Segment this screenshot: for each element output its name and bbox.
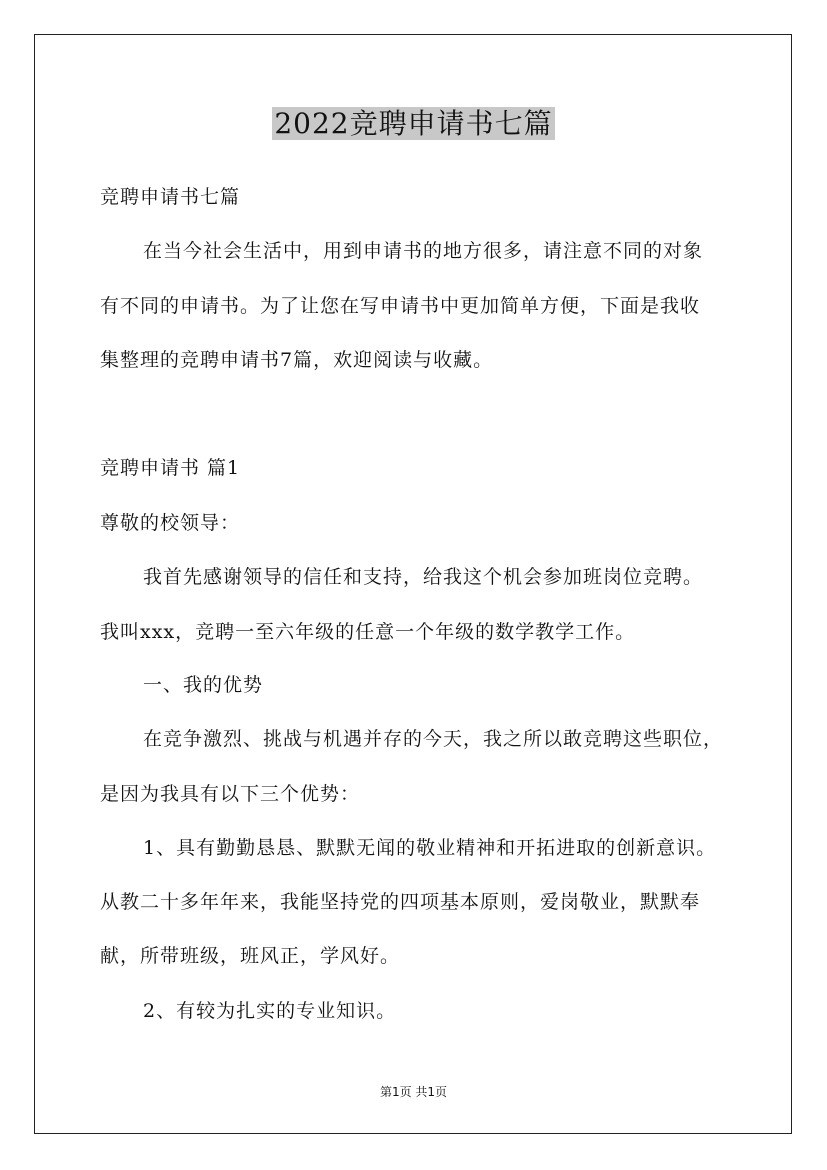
paragraph-line: 我首先感谢领导的信任和支持，给我这个机会参加班岗位竞聘。 [143, 566, 704, 588]
paragraph-line: 我叫xxx，竞聘一至六年级的任意一个年级的数学教学工作。 [100, 621, 636, 643]
salutation: 尊敬的校领导： [100, 512, 241, 534]
subheading: 一、我的优势 [143, 674, 264, 696]
paragraph-line: 有不同的申请书。为了让您在写申请书中更加简单方便，下面是我收 [100, 295, 701, 317]
paragraph-line: 1、具有勤勤恳恳、默默无闻的敬业精神和开拓进取的创新意识。 [143, 837, 717, 859]
paragraph-line: 集整理的竞聘申请书7篇，欢迎阅读与收藏。 [100, 349, 494, 371]
page-footer: 第1页 共1页 [379, 1085, 448, 1099]
document-title-wrap [0, 102, 827, 142]
section-heading: 竞聘申请书 篇1 [100, 457, 241, 479]
paragraph-line: 是因为我具有以下三个优势： [100, 783, 361, 805]
paragraph-line: 在竞争激烈、挑战与机遇并存的今天，我之所以敢竞聘这些职位， [143, 728, 724, 750]
document-title: 2022竞聘申请书七篇 [274, 107, 553, 140]
subtitle: 竞聘申请书七篇 [100, 186, 241, 208]
paragraph-line: 从教二十多年年来，我能坚持党的四项基本原则，爱岗敬业，默默奉 [100, 891, 701, 913]
paragraph-line: 2、有较为扎实的专业知识。 [143, 1000, 397, 1022]
paragraph-line: 献，所带班级，班风正，学风好。 [100, 945, 401, 967]
paragraph-line: 在当今社会生活中，用到申请书的地方很多，请注意不同的对象 [143, 240, 704, 262]
